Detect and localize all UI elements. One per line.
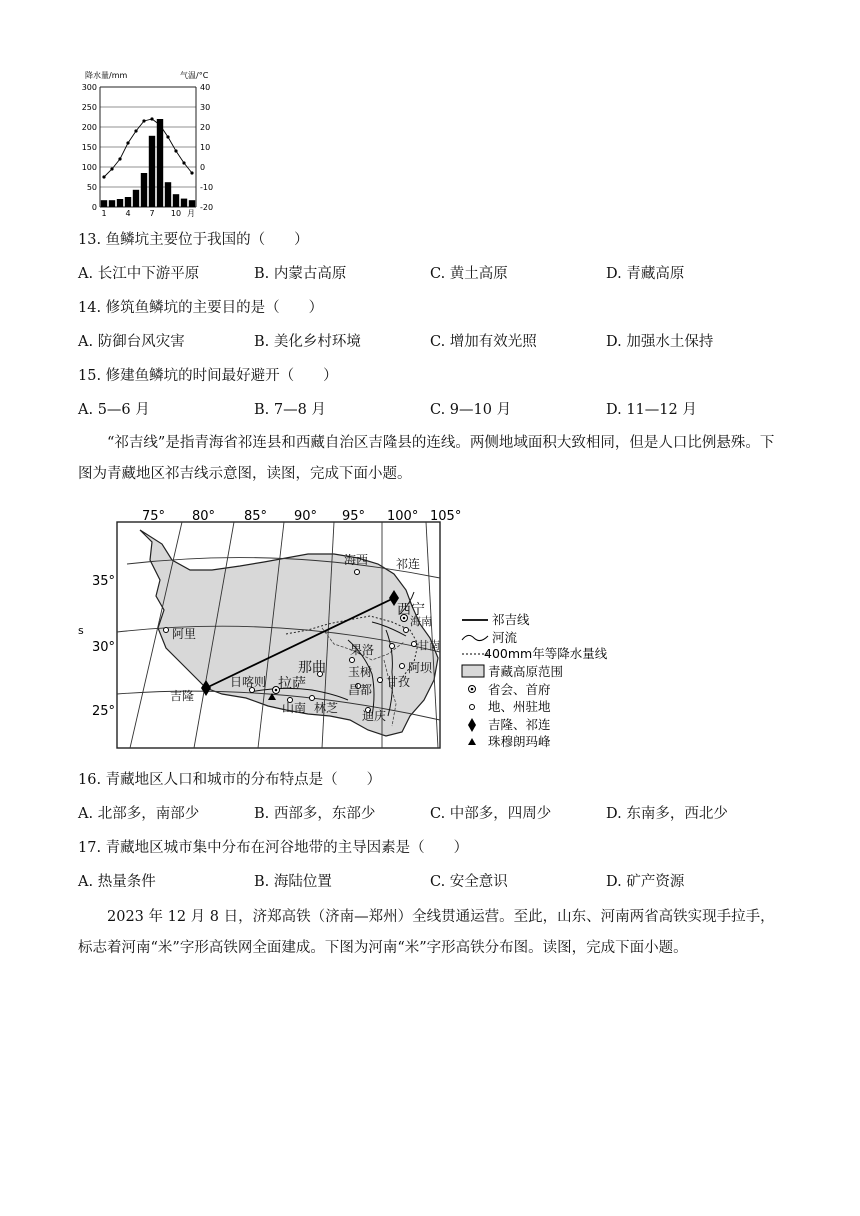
temperature-point-month-12 [190,171,193,174]
y-left-label: 降水量/mm [85,71,128,80]
q17-option-a[interactable]: A. 热量条件 [78,874,156,890]
q16-stem: 16. 青藏地区人口和城市的分布特点是（ ） [78,772,382,788]
temperature-point-month-2 [110,167,113,170]
legend-plateau: 青藏高原范围 [488,664,564,679]
label-ali: 阿里 [172,627,197,641]
q15-stem: 15. 修建鱼鳞坑的时间最好避开（ ） [78,368,338,384]
climate-chart [70,66,230,226]
temp-tick-label: 30 [200,103,211,112]
precip-tick-label: 250 [81,103,97,112]
lon-label-75: 75° [142,509,166,524]
legend-plateau-symbol [462,665,484,677]
q15-option-d[interactable]: D. 11—12 月 [606,402,697,418]
precip-tick-label: 300 [81,83,97,92]
q14-stem: 14. 修筑鱼鳞坑的主要目的是（ ） [78,300,324,316]
temperature-point-month-5 [134,129,137,132]
y-right-label: 气温/°C [180,71,209,80]
precip-tick-label: 50 [86,183,97,192]
label-jilong: 吉隆 [170,689,195,703]
q16-option-b[interactable]: B. 西部多，东部少 [254,806,376,822]
label-guoluo: 果洛 [350,643,375,657]
q13-stem: 13. 鱼鳞坑主要位于我国的（ ） [78,232,309,248]
legend-river: 河流 [492,630,518,645]
label-aba: 阿坝 [408,661,433,675]
month-tick-label: 1 [101,209,107,218]
label-qilian: 祁连 [396,557,421,571]
map-legend [462,612,608,749]
precip-bar-month-10 [173,194,179,207]
legend-diamond-icon [468,718,476,732]
temperature-point-month-11 [182,161,185,164]
precip-bar-month-2 [109,200,115,207]
precip-bar-month-9 [165,182,171,207]
label-hainan: 海南 [410,615,432,628]
month-tick-label: 7 [149,209,155,218]
temperature-point-month-3 [118,157,121,160]
lon-label-100: 100° [387,509,419,524]
month-tick-label: 10 [170,209,182,218]
label-gannan: 甘南 [418,639,440,652]
precip-bar-month-1 [101,200,107,207]
legend-qiji-line: 祁吉线 [492,612,530,627]
temperature-point-month-7 [150,117,153,120]
x-unit-label: 月 [187,209,195,218]
temp-tick-label: -20 [200,203,214,212]
temperature-point-month-10 [174,149,177,152]
label-ganzi: 甘孜 [386,675,411,689]
q17-stem: 17. 青藏地区城市集中分布在河谷地带的主导因素是（ ） [78,840,469,856]
intro-paragraph-qiji-line: “祁吉线”是指青海省祁连县和西藏自治区吉隆县的连线。两侧地域面积大致相同，但是人口比例悬殊。下图为青藏地区祁吉线示意图，读图，完成下面小题。 [78,435,775,482]
precip-tick-label: 100 [81,163,97,172]
legend-river-symbol [462,635,488,640]
temp-tick-label: 10 [200,143,211,152]
q14-option-b[interactable]: B. 美化乡村环境 [254,334,361,350]
legend-prefecture: 地、州驻地 [488,699,551,714]
q15-option-b[interactable]: B. 7—8 月 [254,402,326,418]
precip-bar-month-11 [181,199,187,207]
precip-bar-month-7 [149,136,155,207]
lon-label-80: 80° [192,509,216,524]
lat-label-25: 25° [92,704,116,719]
label-linzhi: 林芝 [314,701,339,715]
q13-option-d[interactable]: D. 青藏高原 [606,266,685,282]
q16-option-c[interactable]: C. 中部多，四周少 [430,806,552,822]
q15-option-a[interactable]: A. 5—6 月 [78,402,150,418]
temperature-point-month-9 [166,135,169,138]
legend-everest-icon [468,738,476,745]
temp-tick-label: 40 [200,83,211,92]
q14-option-a[interactable]: A. 防御台风灾害 [78,334,185,350]
precip-bar-month-3 [117,199,123,207]
q14-option-c[interactable]: C. 增加有效光照 [430,334,537,350]
q17-option-d[interactable]: D. 矿产资源 [606,874,685,890]
precip-bar-month-12 [189,200,195,207]
legend-jilong-qilian: 吉隆、祁连 [488,717,551,732]
label-rikaze: 日喀则 [230,675,267,689]
q13-option-b[interactable]: B. 内蒙古高原 [254,266,347,282]
label-haixi: 海西 [344,553,369,567]
legend-isohyet: 400mm年等降水量线 [484,646,608,661]
lat-label-35: 35° [92,574,116,589]
legend-prefecture-icon [470,705,475,710]
month-tick-label: 4 [125,209,131,218]
precip-bar-month-8 [157,119,163,207]
lat-label-30: 30° [92,640,116,655]
temperature-point-month-1 [102,175,105,178]
temp-tick-label: 20 [200,123,211,132]
intro-paragraph-henan-railway: 2023 年 12 月 8 日，济郑高铁（济南—郑州）全线贯通运营。至此，山东、河南两省高铁实现手拉手，标志着河南“米”字形高铁网全面建成。下图为河南“米”字形高铁分布图。读图，完成下面小题。 [78,909,775,956]
precip-bar-month-4 [125,197,131,207]
temp-tick-label: -10 [200,183,214,192]
temp-tick-label: 0 [200,163,206,172]
label-diqing: 迪庆 [362,709,387,723]
precip-bar-month-5 [133,190,139,207]
temperature-point-month-8 [158,123,161,126]
precip-tick-label: 200 [81,123,97,132]
qinghai-tibet-map [72,504,682,756]
precip-tick-label: 0 [91,203,97,212]
legend-everest: 珠穆朗玛峰 [488,734,551,749]
edge-mark: s [78,624,84,637]
temperature-point-month-6 [142,119,145,122]
lon-label-90: 90° [294,509,318,524]
q13-option-c[interactable]: C. 黄土高原 [430,266,508,282]
precip-tick-label: 150 [81,143,97,152]
q17-option-c[interactable]: C. 安全意识 [430,874,508,890]
temperature-point-month-4 [126,141,129,144]
label-lasa: 拉萨 [278,676,306,692]
label-naqu: 那曲 [298,660,326,676]
q13-option-a[interactable]: A. 长江中下游平原 [78,266,200,282]
label-yushu: 玉树 [348,665,373,679]
label-shannan: 山南 [282,701,307,715]
lon-label-95: 95° [342,509,366,524]
q16-option-a[interactable]: A. 北部多，南部少 [78,806,200,822]
label-changdu: 昌都 [348,683,373,697]
q17-option-b[interactable]: B. 海陆位置 [254,874,332,890]
q15-option-c[interactable]: C. 9—10 月 [430,402,512,418]
label-xining: 西宁 [397,602,425,618]
q14-option-d[interactable]: D. 加强水土保持 [606,334,714,350]
precip-bar-month-6 [141,173,147,207]
lon-label-85: 85° [244,509,268,524]
temperature-line [104,119,192,177]
legend-capital: 省会、首府 [488,682,551,697]
lon-label-105: 105° [430,509,462,524]
q16-option-d[interactable]: D. 东南多，西北少 [606,806,728,822]
